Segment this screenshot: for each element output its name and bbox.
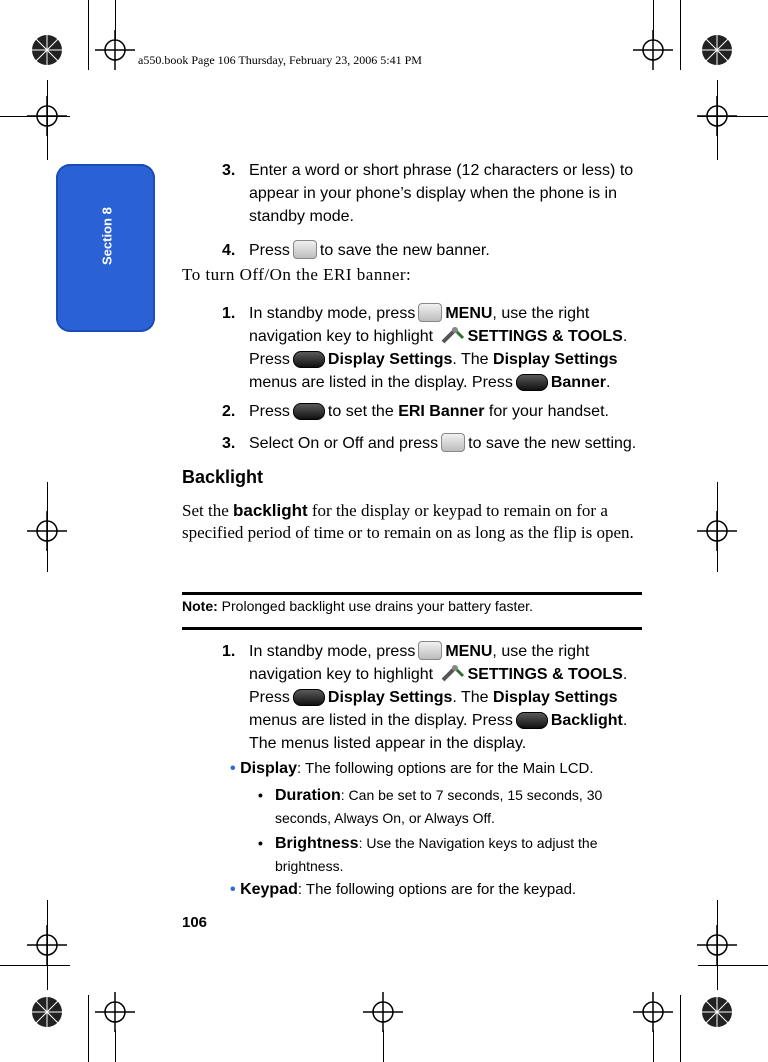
bullet-keypad: • Keypad: The following options are for the keypad. (230, 881, 577, 898)
settings-tools-icon (440, 325, 466, 345)
key-1-icon (516, 374, 548, 391)
backlight-heading: Backlight (182, 467, 264, 487)
page-number: 106 (182, 914, 208, 931)
key-4-icon (293, 689, 325, 706)
ok-key-icon (441, 433, 465, 452)
key-4-icon (293, 351, 325, 368)
key-2-icon (516, 712, 548, 729)
bullet-display: • Display: The following options are for the Main LCD. (230, 760, 594, 777)
note-rule-bottom (182, 627, 642, 630)
ok-key-icon (418, 641, 442, 660)
ok-key-icon (418, 303, 442, 322)
ok-key-icon (293, 240, 317, 259)
eri-heading: To turn Off/On the ERI banner: (182, 265, 412, 284)
settings-tools-icon (440, 663, 466, 683)
note-rule-top (182, 592, 642, 595)
backlight-paragraph: Set the backlight for the display or keypad to remain on for a specified period of time or to remain on as long as the flip is open. (182, 501, 634, 542)
section-tab-label: Section 8 (99, 207, 115, 265)
key-2-icon (293, 403, 325, 420)
book-info-header: a550.book Page 106 Thursday, February 23, 2006 5:41 PM (138, 53, 422, 67)
note: Note: Prolonged backlight use drains your battery faster. (182, 598, 533, 614)
